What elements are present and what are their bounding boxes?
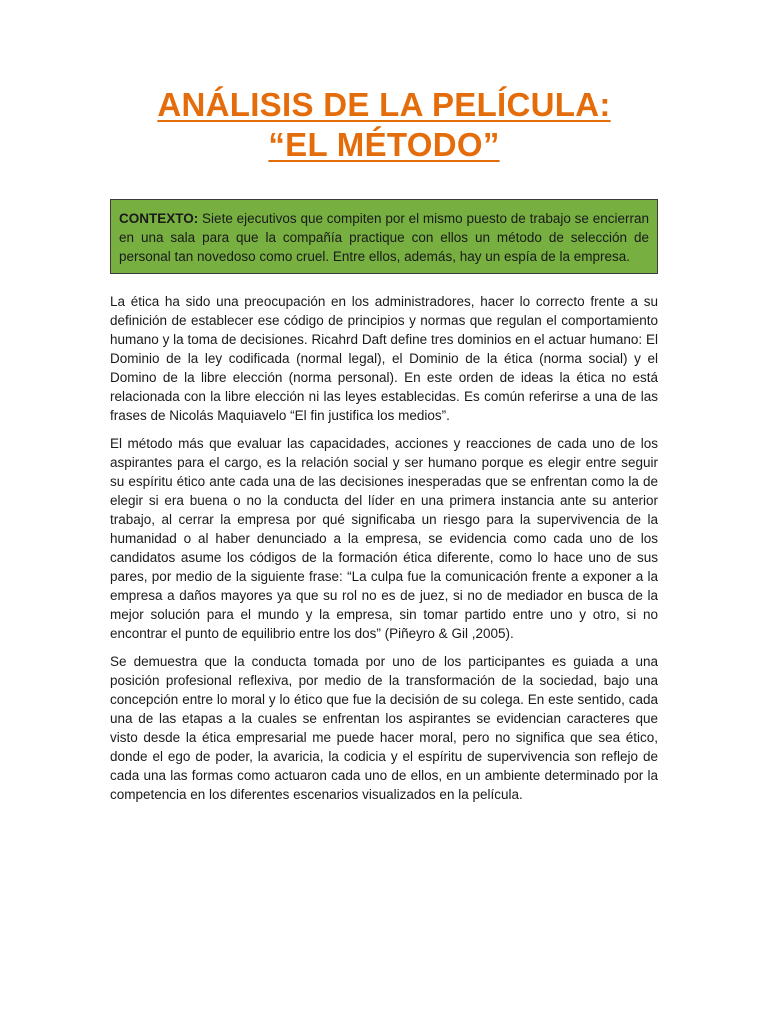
title-line-2: “EL MÉTODO” [268, 126, 500, 163]
context-label: CONTEXTO: [119, 211, 199, 226]
page-title [110, 0, 658, 165]
paragraph-1: La ética ha sido una preocupación en los administradores, hacer lo correcto frente a su definición de establecer ese código de principios y normas que regulan el comportamiento humano y la toma de decisiones. Ricahrd Daft define tres dominios en el actuar humano: El Dominio de la ley codificada (normal legal), el Dominio de la ética (norma social) y el Domino de la libre elección (norma personal). En este orden de ideas la ética no está relacionada con la libre elección ni las leyes establecidas. Es común referirse a una de las frases de Nicolás Maquiavelo “El fin justifica los medios”. [110, 294, 658, 423]
document-page [110, 0, 658, 804]
context-box [110, 199, 658, 274]
paragraph-2: El método más que evaluar las capacidades, acciones y reacciones de cada uno de los aspirantes para el cargo, es la relación social y ser humano porque es elegir entre seguir su espíritu ético ante cada una de las decisiones inesperadas que se enfrentan como la de elegir si era buena o no la conducta del líder en una primera instancia ante su anterior trabajo, al cerrar la empresa por qué significaba un riesgo para la supervivencia de la humanidad o al haber denunciado a la empresa, se evidencia como cada uno de los candidatos asume los códigos de la formación ética diferente, como lo hace uno de sus pares, por medio de la siguiente frase: “La culpa fue la comunicación frente a exponer a la empresa a daños mayores ya que su rol no es de juez, si no de mediador en busca de la mejor solución para el mundo y la empresa, sin tomar partido entre uno y otro, si no encontrar el punto de equilibrio entre los dos” (Piñeyro & Gil ,2005). [110, 436, 658, 641]
paragraph-3: Se demuestra que la conducta tomada por uno de los participantes es guiada a una posición profesional reflexiva, por medio de la transformación de la sociedad, bajo una concepción entre lo moral y lo ético que fue la decisión de su colega. En este sentido, cada una de las etapas a la cuales se enfrentan los aspirantes se evidencian caracteres que visto desde la ética empresarial me puede hacer moral, pero no significa que sea ético, donde el ego de poder, la avaricia, la codicia y el espíritu de supervivencia son reflejo de cada una las formas como actuaron cada uno de ellos, en un ambiente determinado por la competencia en los diferentes escenarios visualizados en la película. [110, 654, 658, 802]
context-text: Siete ejecutivos que compiten por el mismo puesto de trabajo se encierran en una sala para que la compañía practique con ellos un método de selección de personal tan novedoso como cruel. Entre ellos, además, hay un espía de la empresa. [119, 211, 649, 264]
title-line-1: ANÁLISIS DE LA PELÍCULA: [157, 86, 611, 123]
